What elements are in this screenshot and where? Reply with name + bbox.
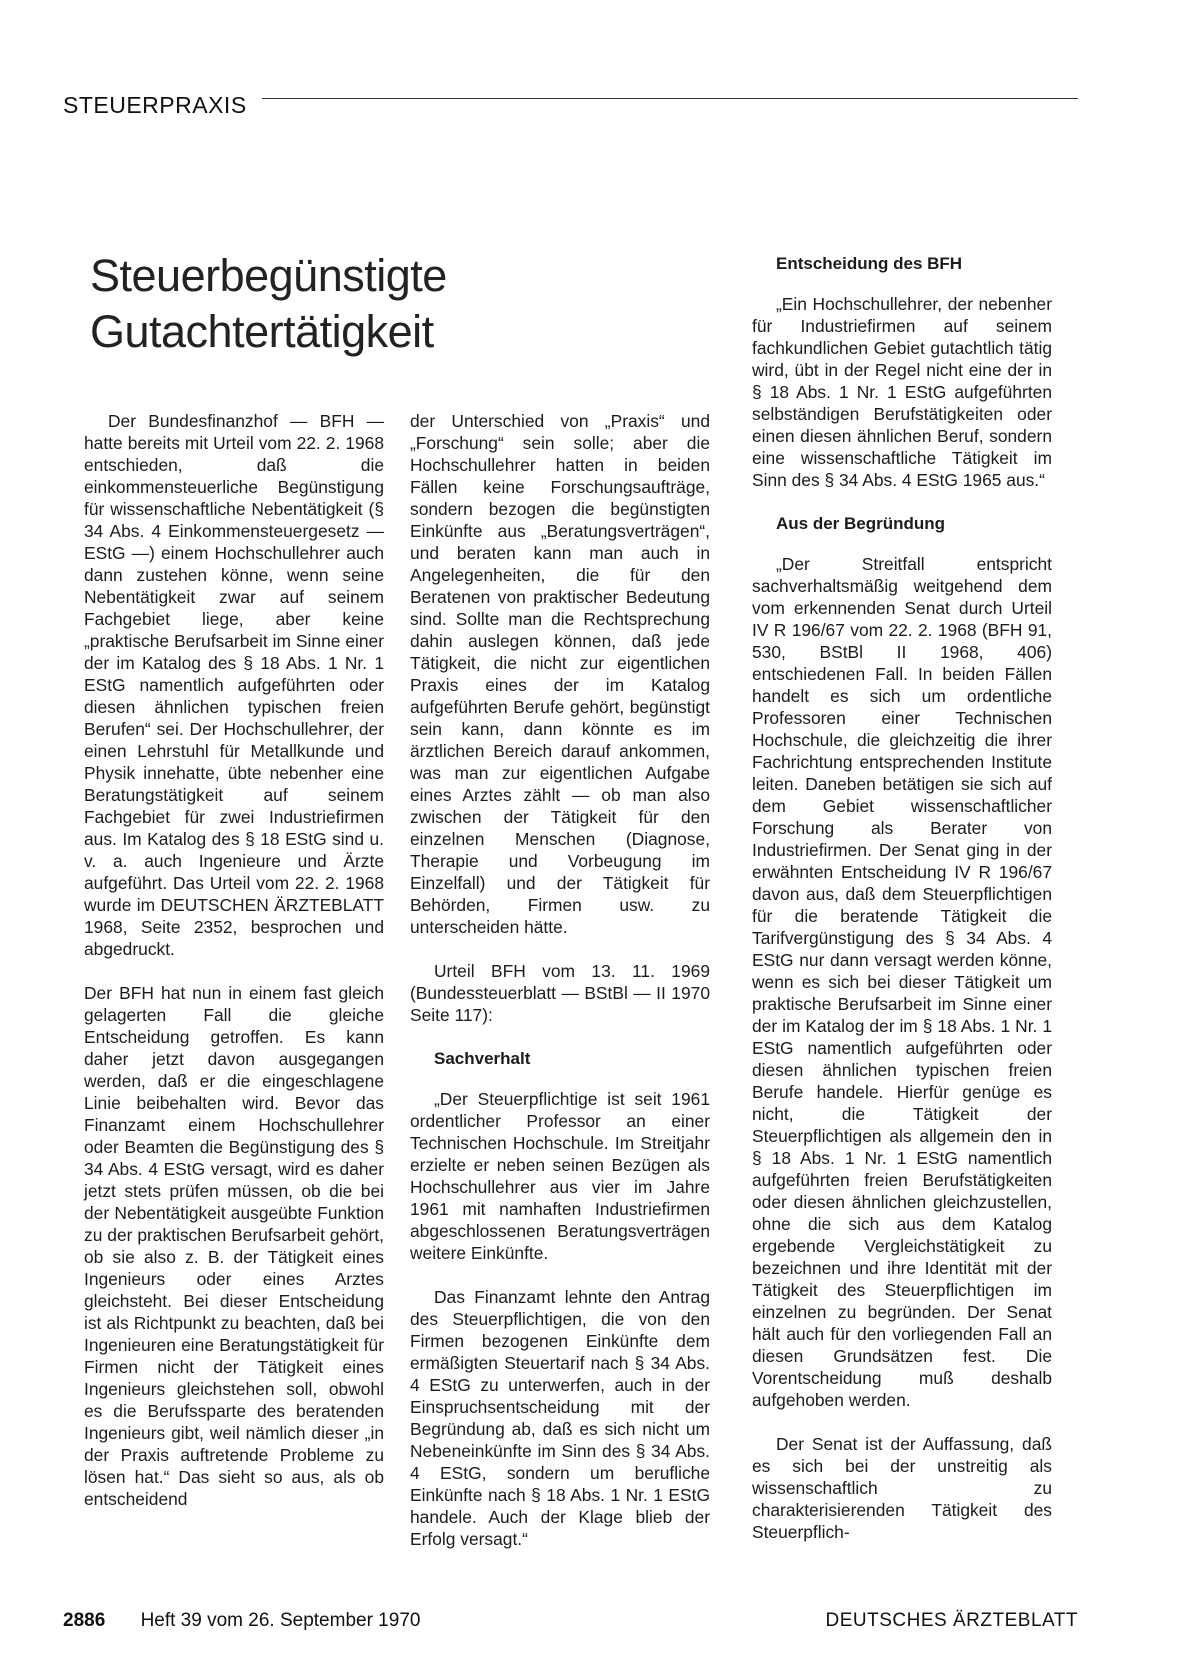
- col1-paragraph-1: Der Bundesfinanzhof — BFH — hatte bereits mit Urteil vom 22. 2. 1968 entschieden, daß die einkommensteuerliche Begünstigung für wissenschaftliche Nebentätigkeit (§ 34 Abs. 4 Einkommensteuergesetz — EStG —) einem Hochschullehrer auch dann zustehen könne, wenn seine Nebentätigkeit zwar auf seinem Fachgebiet liege, aber keine „praktische Berufsarbeit im Sinne einer der im Katalog des § 18 Abs. 1 Nr. 1 EStG namentlich aufgeführten oder diesen ähnlichen typischen freien Berufen“ sei. Der Hochschullehrer, der einen Lehrstuhl für Metallkunde und Physik innehatte, übte nebenher eine Beratungstätigkeit auf seinem Fachgebiet für zwei Industriefirmen aus. Im Katalog des § 18 EStG sind u. v. a. auch Ingenieure und Ärzte aufgeführt. Das Urteil vom 22. 2. 1968 wurde im DEUTSCHEN ÄRZTEBLATT 1968, Seite 2352, besprochen und abgedruckt.: [84, 411, 384, 959]
- publication-name: DEUTSCHES ÄRZTEBLATT: [825, 1610, 1078, 1631]
- footer-issue-info: [63, 1610, 420, 1632]
- col3-paragraph-2: „Der Streitfall entspricht sachverhaltsmäßig weitgehend dem vom erkennenden Senat durch Urteil IV R 196/67 vom 22. 2. 1968 (BFH 91, 530, BStBl II 1968, 406) entschiedenen Fall. In beiden Fällen handelt es sich um ordentliche Professoren einer Technischen Hochschule, die gleichzeitig die ihrer Fachrichtung entsprechenden Institute leiten. Daneben betätigen sie sich auf dem Gebiet wissenschaftlicher Forschung als Berater von Industriefirmen. Der Senat ging in der erwähnten Entscheidung IV R 196/67 davon aus, daß dem Steuerpflichtigen für die beratende Tätigkeit die Tarifvergünstigung des § 34 Abs. 4 EStG nur dann versagt werden könne, wenn es sich bei dieser Tätigkeit um praktische Berufsarbeit im Sinne einer der im Katalog der im § 18 Abs. 1 Nr. 1 EStG namentlich aufgeführten oder diesen ähnlichen typischen freien Berufe handele. Hierfür genüge es nicht, die Tätigkeit der Steuerpflichtigen als allgemein den in § 18 Abs. 1 Nr. 1 EStG namentlich aufgeführten freien Berufstätigkeiten oder diesen ähnlichen gleichzustellen, ohne die sich aus dem Katalog ergebende Vergleichstätigkeit zu bezeichnen und ihre Identität mit der Tätigkeit des Steuerpflichtigen im einzelnen zu begründen. Der Senat hält auch für den vorliegenden Fall an diesen Grundsätzen fest. Die Vorentscheidung muß deshalb aufgehoben werden.: [752, 554, 1052, 1410]
- header-rule: [262, 98, 1078, 99]
- col2-paragraph-4: Das Finanzamt lehnte den Antrag des Steuerpflichtigen, die von den Firmen bezogenen Einkünfte dem ermäßigten Steuertarif nach § 34 Abs. 4 EStG zu unterwerfen, auch in der Einspruchsentscheidung mit der Begründung ab, daß es sich nicht um Nebeneinkünfte im Sinn des § 34 Abs. 4 EStG, sondern um berufliche Einkünfte nach § 18 Abs. 1 Nr. 1 EStG handele. Auch der Klage blieb der Erfolg versagt.“: [410, 1287, 710, 1549]
- section-rubric: STEUERPRAXIS: [63, 92, 247, 118]
- issue-date: Heft 39 vom 26. September 1970: [140, 1610, 421, 1631]
- text-column-3: [752, 253, 1052, 1543]
- col2-paragraph-2: Urteil BFH vom 13. 11. 1969 (Bundessteuerblatt — BStBl — II 1970 Seite 117):: [410, 961, 710, 1025]
- page-number: 2886: [63, 1610, 106, 1631]
- article-title-line-1: Steuerbegünstigte: [90, 250, 447, 301]
- text-column-2: [410, 410, 710, 1550]
- article-title-line-2: Gutachtertätigkeit: [90, 306, 434, 357]
- col1-paragraph-2: Der BFH hat nun in einem fast gleich gelagerten Fall die gleiche Entscheidung getroffen. Es kann daher jetzt davon ausgegangen werden, daß er die eingeschlagene Linie beibehalten wird. Bevor das Finanzamt einem Hochschullehrer oder Beamten die Begünstigung des § 34 Abs. 4 EStG versagt, wird es daher jetzt stets prüfen müssen, ob die bei der Nebentätigkeit ausgeübte Funktion zu der praktischen Berufsarbeit gehört, ob sie also z. B. der Tätigkeit eines Ingenieurs oder eines Arztes gleichsteht. Bei dieser Entscheidung ist als Richtpunkt zu beachten, daß bei Ingenieuren eine Beratungstätigkeit für Firmen nicht der Tätigkeit eines Ingenieurs gleichstehen soll, obwohl es die Berufssparte des beratenden Ingenieurs gibt, weil nämlich dieser „in der Praxis auftretende Probleme zu lösen hat.“ Das sieht so aus, als ob entscheidend: [84, 983, 384, 1509]
- text-column-1: [84, 410, 384, 1510]
- col2-heading-sachverhalt: Sachverhalt: [434, 1049, 531, 1068]
- col3-paragraph-3: Der Senat ist der Auffassung, daß es sich bei der unstreitig als wissenschaftlich zu charakterisierenden Tätigkeit des Steuerpflich-: [752, 1434, 1052, 1542]
- col3-heading-entscheidung: Entscheidung des BFH: [776, 254, 963, 273]
- col2-paragraph-3: „Der Steuerpflichtige ist seit 1961 ordentlicher Professor an einer Technischen Hochschule. Im Streitjahr erzielte er neben seinen Bezügen als Hochschullehrer aus vier im Jahre 1961 mit namhaften Industriefirmen abgeschlossenen Beratungsverträgen weitere Einkünfte.: [410, 1089, 710, 1263]
- col2-paragraph-1: der Unterschied von „Praxis“ und „Forschung“ sein solle; aber die Hochschullehrer hatten in beiden Fällen keine Forschungsaufträge, sondern bezogen die begünstigten Einkünfte aus „Beratungsverträgen“, und beraten kann man auch in Angelegenheiten, die für den Beratenen von praktischer Bedeutung sind. Sollte man die Rechtsprechung dahin auslegen können, daß jede Tätigkeit, die nicht zur eigentlichen Praxis eines der im Katalog aufgeführten Berufe gehört, begünstigt sein kann, dann könnte es im ärztlichen Bereich darauf ankommen, was man zur eigentlichen Aufgabe eines Arztes zählt — ob man also zwischen der Tätigkeit für den einzelnen Menschen (Diagnose, Therapie und Vorbeugung im Einzelfall) und der Tätigkeit für Behörden, Firmen usw. zu unterscheiden hätte.: [410, 411, 710, 937]
- col3-heading-begruendung: Aus der Begründung: [776, 514, 946, 533]
- article-title: [90, 248, 690, 360]
- col3-paragraph-1: „Ein Hochschullehrer, der nebenher für Industriefirmen auf seinem fachkundlichen Gebiet gutachtlich tätig wird, übt in der Regel nicht eine der in § 18 Abs. 1 Nr. 1 EStG aufgeführten selbständigen Berufstätigkeiten oder einen diesen ähnlichen Beruf, sondern eine wissenschaftliche Tätigkeit im Sinn des § 34 Abs. 4 EStG 1965 aus.“: [752, 294, 1052, 490]
